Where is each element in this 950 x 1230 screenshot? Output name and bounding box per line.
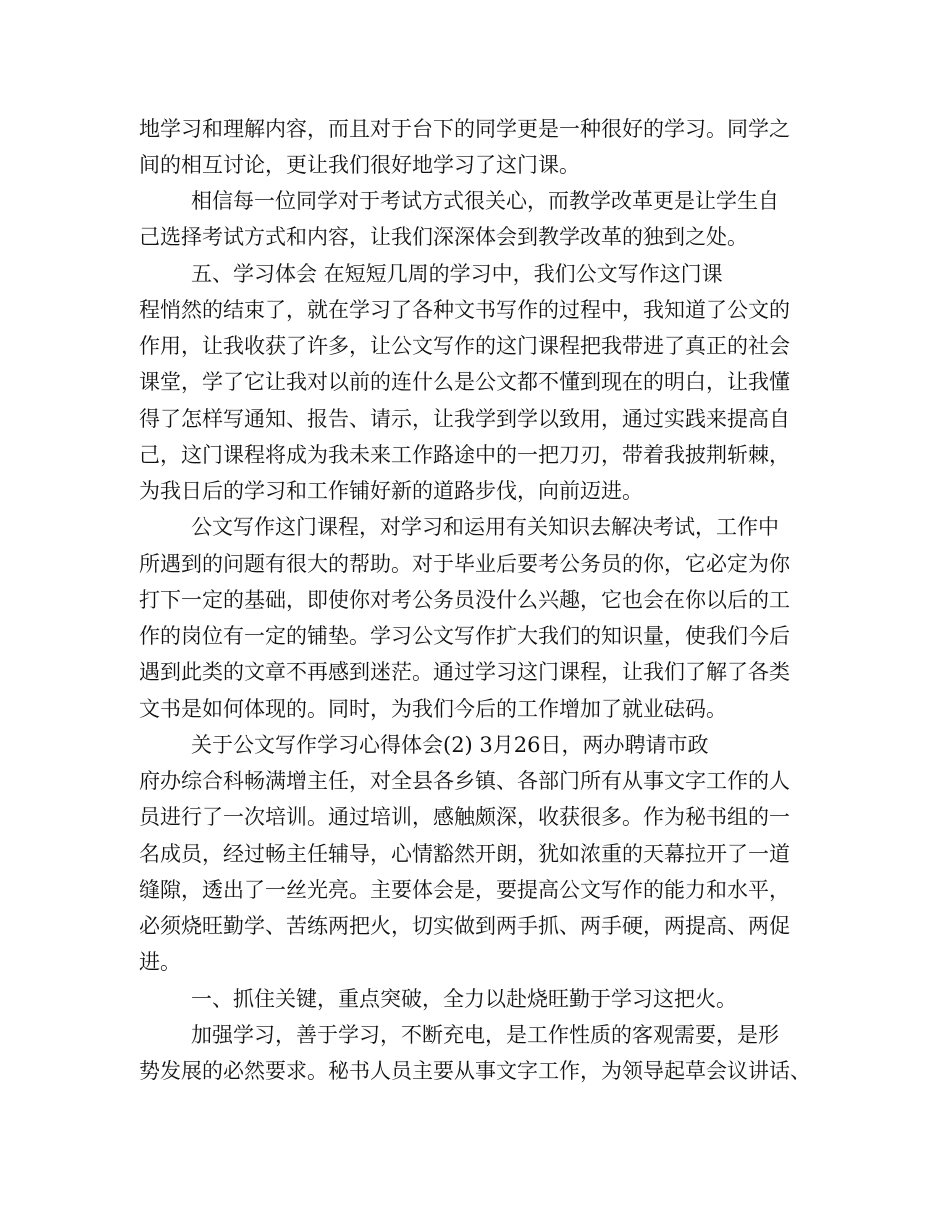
text-line: 五、学习体会 在短短几周的学习中，我们公文写作这门课 xyxy=(191,262,723,286)
text-line: 关于公文写作学习心得体会(2) 3月26日，两办聘请市政 xyxy=(191,733,709,757)
text-line: 势发展的必然要求。秘书人员主要从事文字工作，为领导起草会议讲话、 xyxy=(139,1059,811,1083)
text-line: 府办综合科畅满增主任，对全县各乡镇、各部门所有从事文字工作的人 xyxy=(139,769,790,793)
text-line: 缝隙，透出了一丝光亮。主要体会是，要提高公文写作的能力和水平， xyxy=(139,878,790,902)
text-line: 必须烧旺勤学、苦练两把火，切实做到两手抓、两手硬，两提高、两促 xyxy=(139,914,790,938)
text-line: 作用，让我收获了许多，让公文写作的这门课程把我带进了真正的社会 xyxy=(139,334,790,358)
text-line: 名成员，经过畅主任辅导，心情豁然开朗，犹如浓重的天幕拉开了一道 xyxy=(139,842,790,866)
text-line: 为我日后的学习和工作铺好新的道路步伐，向前迈进。 xyxy=(139,479,643,503)
text-line: 员进行了一次培训。通过培训，感触颇深，收获很多。作为秘书组的一 xyxy=(139,805,790,829)
text-line: 间的相互讨论，更让我们很好地学习了这门课。 xyxy=(139,153,580,177)
text-line: 公文写作这门课程，对学习和运用有关知识去解决考试，工作中 xyxy=(191,515,779,539)
text-line: 己选择考试方式和内容，让我们深深体会到教学改革的独到之处。 xyxy=(139,225,748,249)
text-line: 作的岗位有一定的铺垫。学习公文写作扩大我们的知识量，使我们今后 xyxy=(139,624,790,648)
text-line: 己，这门课程将成为我未来工作路途中的一把刀刃，带着我披荆斩棘， xyxy=(139,443,790,467)
text-line: 遇到此类的文章不再感到迷茫。通过学习这门课程，让我们了解了各类 xyxy=(139,660,790,684)
text-line: 得了怎样写通知、报告、请示，让我学到学以致用，通过实践来提高自 xyxy=(139,407,790,431)
text-line: 一、抓住关键，重点突破，全力以赴烧旺勤于学习这把火。 xyxy=(191,987,737,1011)
text-line: 进。 xyxy=(139,950,181,974)
text-line: 加强学习，善于学习，不断充电，是工作性质的客观需要，是形 xyxy=(191,1023,779,1047)
text-line: 课堂，学了它让我对以前的连什么是公文都不懂到现在的明白，让我懂 xyxy=(139,370,790,394)
text-line: 打下一定的基础，即使你对考公务员没什么兴趣，它也会在你以后的工 xyxy=(139,588,790,612)
text-line: 地学习和理解内容，而且对于台下的同学更是一种很好的学习。同学之 xyxy=(139,117,790,141)
text-line: 程悄然的结束了，就在学习了各种文书写作的过程中，我知道了公文的 xyxy=(139,298,790,322)
text-line: 文书是如何体现的。同时，为我们今后的工作增加了就业砝码。 xyxy=(139,697,727,721)
text-line: 相信每一位同学对于考试方式很关心，而教学改革更是让学生自 xyxy=(191,189,779,213)
text-line: 所遇到的问题有很大的帮助。对于毕业后要考公务员的你，它必定为你 xyxy=(139,552,790,576)
